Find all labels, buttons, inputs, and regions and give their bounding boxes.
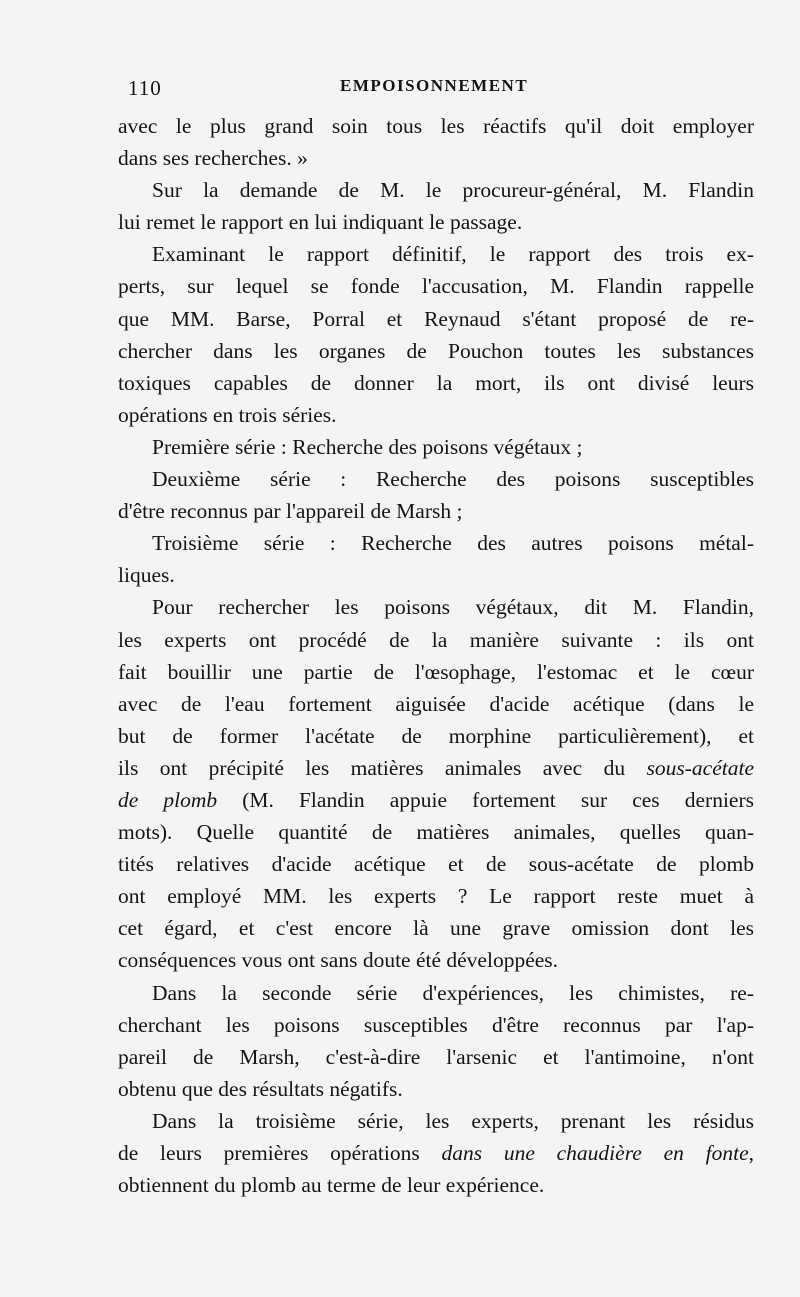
text-line [118, 912, 754, 944]
text-line [118, 720, 754, 752]
text-line [118, 495, 754, 527]
text-segment: pareil de Marsh, c'est-à-dire l'arsenic et l'antimoine, n'ont [118, 1044, 754, 1069]
text-segment: Première série : Recherche des poisons végétaux ; [152, 434, 583, 459]
text-segment: ils ont précipité les matières animales avec du [118, 755, 647, 780]
text-line [118, 977, 754, 1009]
text-segment: , [748, 1141, 754, 1165]
text-segment: ont employé MM. les experts ? Le rapport reste muet à [118, 884, 754, 909]
text-line [118, 1041, 754, 1073]
text-segment: opérations en trois séries. [118, 402, 337, 427]
text-line [118, 431, 754, 463]
text-line [118, 624, 754, 656]
text-segment: fait bouillir une partie de l'œsophage, l'estomac et le cœur [118, 659, 754, 684]
text-line [118, 1073, 754, 1105]
text-segment: chercher dans les organes de Pouchon toutes les substances [118, 338, 754, 363]
text-segment: (M. Flandin appuie fortement sur ces derniers [217, 787, 754, 812]
text-segment: obtenu que des résultats négatifs. [118, 1076, 403, 1101]
italic-text: dans une chaudière en fonte [441, 1141, 749, 1165]
text-line [118, 206, 754, 238]
body-text [118, 110, 754, 1201]
text-segment: mots). Quelle quantité de matières animales, quelles quan- [118, 820, 754, 845]
text-segment: Dans la seconde série d'expériences, les chimistes, re- [152, 980, 754, 1005]
text-line [118, 142, 754, 174]
text-line [118, 944, 754, 976]
text-segment: Sur la demande de M. le procureur-général, M. Flandin [152, 178, 754, 203]
page-number: 110 [128, 76, 162, 100]
text-segment: cherchant les poisons susceptibles d'être reconnus par l'ap- [118, 1012, 754, 1037]
text-segment: Troisième série : Recherche des autres poisons métal- [152, 531, 754, 556]
text-segment: les experts ont procédé de la manière suivante : ils ont [118, 627, 754, 652]
text-line [118, 335, 754, 367]
text-line [118, 399, 754, 431]
text-segment: Pour rechercher les poisons végétaux, dit M. Flandin, [152, 595, 754, 620]
text-line [118, 110, 754, 142]
text-line [118, 880, 754, 912]
text-line [118, 270, 754, 302]
text-segment: but de former l'acétate de morphine particulièrement), et [118, 723, 754, 748]
text-line [118, 367, 754, 399]
text-segment: perts, sur lequel se fonde l'accusation, M. Flandin rappelle [118, 274, 754, 299]
text-line [118, 527, 754, 559]
text-line [118, 816, 754, 848]
text-segment: Deuxième série : Recherche des poisons susceptibles [152, 467, 754, 492]
text-segment: avec le plus grand soin tous les réactifs qu'il doit employer [118, 114, 754, 138]
text-segment: d'être reconnus par l'appareil de Marsh ; [118, 499, 463, 524]
text-segment: conséquences vous ont sans doute été développées. [118, 948, 559, 973]
text-segment: tités relatives d'acide acétique et de sous-acétate de plomb [118, 852, 754, 877]
text-segment: obtiennent du plomb au terme de leur expérience. [118, 1173, 545, 1198]
text-segment: liques. [118, 563, 175, 588]
italic-text: de plomb [118, 787, 218, 812]
text-segment: avec de l'eau fortement aiguisée d'acide acétique (dans le [118, 691, 754, 716]
text-line [118, 174, 754, 206]
page-header [128, 76, 748, 106]
text-line [118, 559, 754, 591]
text-line [118, 591, 754, 623]
text-line [118, 303, 754, 335]
text-line [118, 656, 754, 688]
text-line [118, 688, 754, 720]
text-segment: Dans la troisième série, les experts, prenant les résidus [152, 1108, 754, 1133]
text-segment: cet égard, et c'est encore là une grave omission dont les [118, 916, 754, 941]
running-title: EMPOISONNEMENT [340, 76, 529, 95]
text-line [118, 238, 754, 270]
text-segment: toxiques capables de donner la mort, ils ont divisé leurs [118, 370, 754, 395]
text-line [118, 784, 754, 816]
text-line [118, 1009, 754, 1041]
text-line [118, 752, 754, 784]
italic-text: sous-acétate [646, 755, 754, 780]
text-segment: que MM. Barse, Porral et Reynaud s'étant proposé de re- [118, 306, 754, 331]
text-line [118, 463, 754, 495]
text-line [118, 1169, 754, 1201]
text-segment: de leurs premières opérations [118, 1141, 442, 1165]
text-line [118, 1105, 754, 1137]
text-segment: lui remet le rapport en lui indiquant le passage. [118, 210, 523, 235]
text-line [118, 848, 754, 880]
text-line [118, 1137, 754, 1169]
text-segment: dans ses recherches. » [118, 146, 308, 171]
text-segment: Examinant le rapport définitif, le rapport des trois ex- [152, 242, 754, 267]
